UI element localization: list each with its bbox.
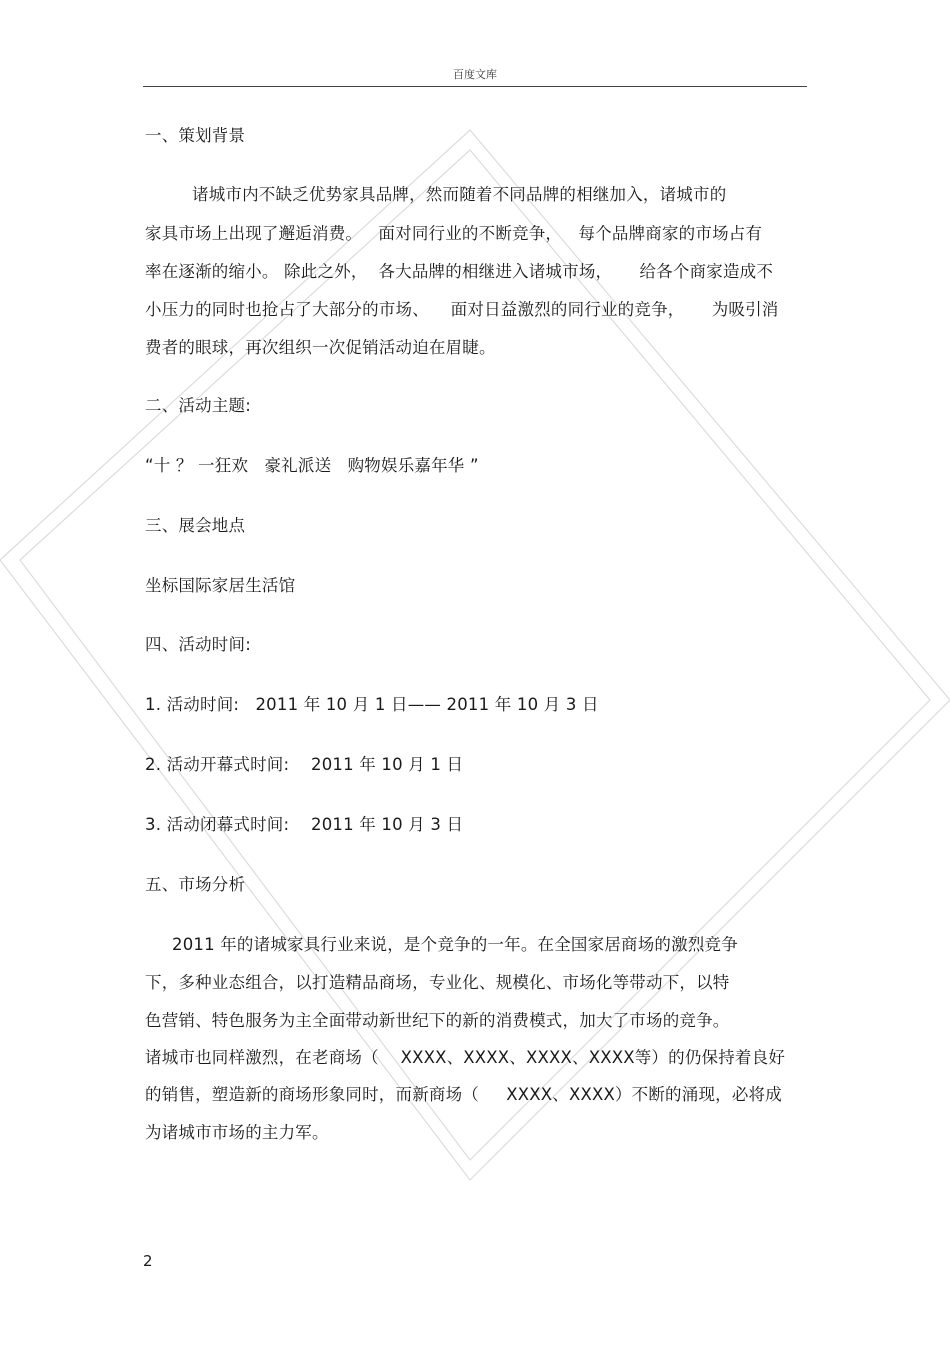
section-heading-background: 一、策划背景 [145,126,246,145]
time-item: 2. 活动开幕式时间: 2011 年 10 月 1 日 [145,755,464,774]
time-item: 1. 活动时间: 2011 年 10 月 1 日—— 2011 年 10 月 3 日 [145,695,599,714]
paragraph-line: 率在逐渐的缩小。 除此之外， 各大品牌的相继进入诸城市场， 给各个商家造成不 [145,262,774,281]
paragraph-line: 诸城市也同样激烈，在老商场（ XXXX、XXXX、XXXX、XXXX等）的仍保持着良好 [145,1048,786,1067]
paragraph-line: 小压力的同时也抢占了大部分的市场、 面对日益激烈的同行业的竞争， 为吸引消 [145,300,779,319]
section-heading-location: 三、展会地点 [145,516,246,535]
header-rule [143,86,807,87]
paragraph-line: 费者的眼球，再次组织一次促销活动迫在眉睫。 [145,338,496,357]
section-heading-market: 五、市场分析 [145,875,246,894]
paragraph-line: 的销售，塑造新的商场形象同时，而新商场（ XXXX、XXXX）不断的涌现，必将成 [145,1085,782,1104]
header-title: 百度文库 [453,68,497,81]
paragraph-line: 家具市场上出现了邂逅消费。 面对同行业的不断竞争， 每个品牌商家的市场占有 [145,224,763,243]
time-item: 3. 活动闭幕式时间: 2011 年 10 月 3 日 [145,815,464,834]
paragraph-line: 为诸城市市场的主力军。 [145,1123,329,1142]
paragraph-line: 色营销、特色服务为主全面带动新世纪下的新的消费模式，加大了市场的竞争。 [145,1011,730,1030]
paragraph-line: 2011 年的诸城家具行业来说，是个竞争的一年。在全国家居商场的激烈竞争 [172,935,738,954]
section-heading-time: 四、活动时间: [145,635,251,654]
page-number: 2 [143,1252,153,1270]
location-text: 坐标国际家居生活馆 [145,576,296,595]
theme-text: “十 ？ 一狂欢 豪礼派送 购物娱乐嘉年华 ” [145,456,479,475]
section-heading-theme: 二、活动主题: [145,396,251,415]
paragraph-line: 诸城市内不缺乏优势家具品牌，然而随着不同品牌的相继加入，诸城市的 [192,185,727,204]
paragraph-line: 下，多种业态组合，以打造精品商场，专业化、规模化、市场化等带动下，以特 [145,973,730,992]
